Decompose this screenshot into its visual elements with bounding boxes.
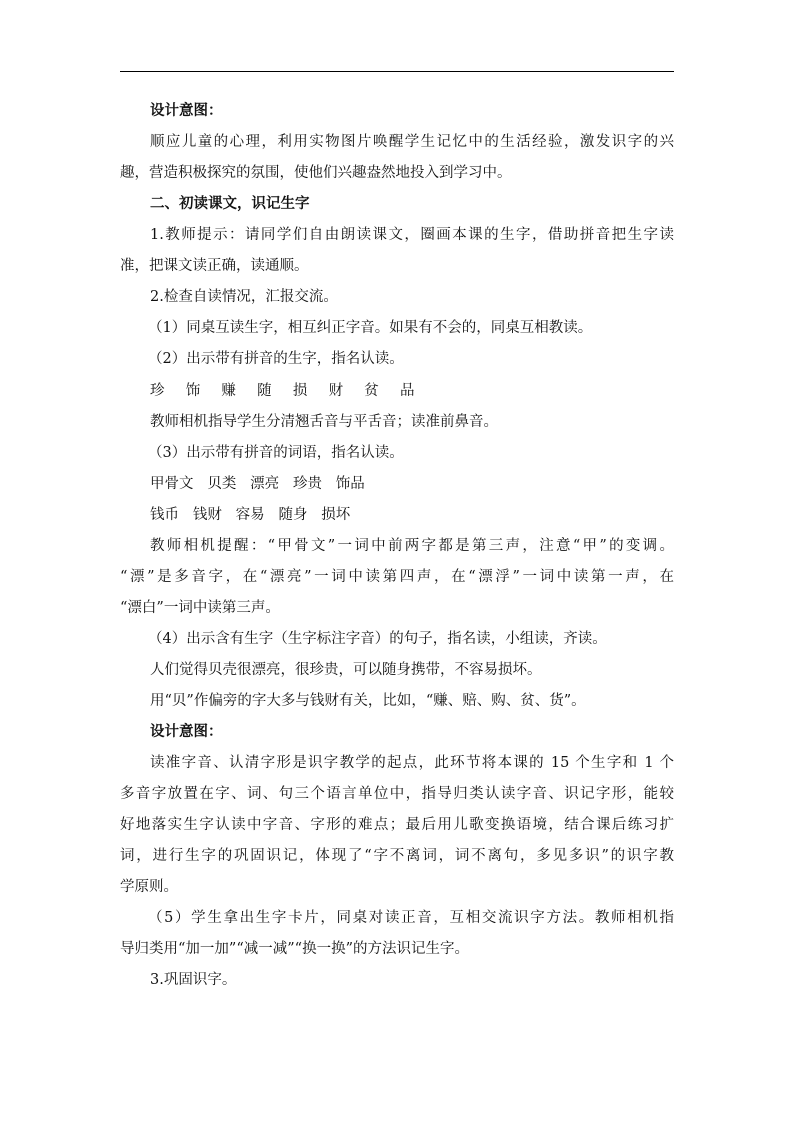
- paragraph-line: （3）出示带有拼音的词语，指名认读。: [148, 445, 404, 461]
- word-list: 甲骨文 贝类 漂亮 珍贵 饰品: [150, 476, 365, 492]
- paragraph-line: 导归类用“加一加”“减一减”“换一换”的方法识记生字。: [120, 941, 469, 957]
- paragraph-line: 教师相机指导学生分清翘舌音与平舌音；读准前鼻音。: [150, 414, 498, 430]
- paragraph-line: 词，进行生字的巩固识记，体现了“字不离词，词不离句，多见多识”的识字教: [120, 848, 674, 864]
- paragraph-line: 3.巩固识字。: [150, 972, 237, 988]
- paragraph-line: 好地落实生字认读中字音、字形的难点；最后用儿歌变换语境，结合课后练习扩: [120, 817, 674, 833]
- paragraph-line: 教师相机提醒：“甲骨文”一词中前两字都是第三声，注意“甲”的变调。: [150, 538, 674, 554]
- section-heading: 设计意图：: [150, 102, 223, 119]
- section-heading: 设计意图：: [150, 723, 223, 740]
- paragraph-line: （5）学生拿出生字卡片，同桌对读正音，互相交流识字方法。教师相机指: [148, 910, 674, 926]
- paragraph-line: “漂白”一词中读第三声。: [120, 600, 280, 616]
- word-list: 钱币 钱财 容易 随身 损坏: [150, 507, 351, 523]
- paragraph-line: （1）同桌互读生字，相互纠正字音。如果有不会的，同桌互相教读。: [148, 320, 593, 336]
- paragraph-line: 读准字音、认清字形是识字教学的起点，此环节将本课的 15 个生字和 1 个: [150, 755, 674, 771]
- paragraph-line: 顺应儿童的心理，利用实物图片唤醒学生记忆中的生活经验，激发识字的兴: [150, 134, 674, 150]
- paragraph-line: 2.检查自读情况，汇报交流。: [150, 289, 338, 305]
- paragraph-line: 多音字放置在字、词、句三个语言单位中，指导归类认读字音、识记字形，能较: [120, 786, 674, 802]
- paragraph-line: 学原则。: [120, 879, 178, 895]
- paragraph-line: 准，把课文读正确，读通顺。: [120, 258, 309, 274]
- paragraph-line: （4）出示含有生字（生字标注字音）的句子，指名读，小组读，齐读。: [148, 631, 607, 647]
- paragraph-line: 人们觉得贝壳很漂亮，很珍贵，可以随身携带，不容易损坏。: [150, 662, 542, 678]
- character-list: 珍 饰 赚 随 损 财 贫 品: [150, 383, 415, 399]
- paragraph-line: “漂”是多音字，在“漂亮”一词中读第四声，在“漂浮”一词中读第一声，在: [120, 569, 674, 585]
- paragraph-line: 1.教师提示：请同学们自由朗读课文，圈画本课的生字，借助拼音把生字读: [150, 227, 674, 243]
- paragraph-line: 用“贝”作偏旁的字大多与钱财有关，比如，“赚、赔、购、贫、货”。: [150, 693, 586, 709]
- header-rule: [120, 71, 674, 72]
- paragraph-line: （2）出示带有拼音的生字，指名认读。: [148, 351, 404, 367]
- paragraph-line: 趣，营造积极探究的氛围，使他们兴趣盎然地投入到学习中。: [120, 165, 512, 181]
- section-heading: 二、初读课文，识记生字: [150, 195, 310, 212]
